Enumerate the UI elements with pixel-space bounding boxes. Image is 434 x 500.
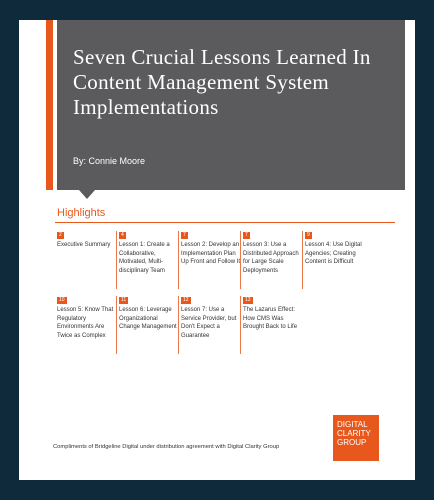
highlight-text: Lesson 3: Use a Distributed Approach for Large Scale Deployments	[243, 242, 299, 274]
page-number-badge: 2	[59, 232, 62, 238]
report-title: Seven Crucial Lessons Learned In Content Management System Implementations	[73, 45, 371, 119]
logo-line: GROUP	[337, 438, 367, 447]
column-divider	[302, 231, 303, 289]
highlight-item[interactable]	[57, 296, 117, 340]
footer-credit: Compliments of Bridgeline Digital under distribution agreement with Digital Clarity Group	[53, 444, 280, 450]
column-divider	[116, 296, 117, 354]
digital-clarity-group-logo	[333, 415, 379, 461]
highlight-text: Lesson 1: Create a Collaborative, Motivated, Multi-disciplinary Team	[119, 242, 170, 274]
highlight-item[interactable]	[243, 231, 303, 275]
page-number-badge: 9	[307, 232, 310, 238]
highlight-text: Lesson 5: Know That Regulatory Environments Are Twice as Complex	[57, 307, 114, 339]
column-divider	[116, 231, 117, 289]
page-number-badge: 4	[121, 232, 124, 238]
page-number-badge: 12	[183, 297, 189, 303]
highlight-text: Lesson 2: Develop an Implementation Plan Up Front and Follow It	[181, 242, 241, 265]
highlight-item[interactable]	[181, 296, 241, 340]
logo-line: CLARITY	[337, 429, 371, 438]
column-divider	[240, 296, 241, 354]
title-notch	[79, 190, 95, 199]
column-divider	[178, 231, 179, 289]
accent-bar	[46, 20, 53, 190]
highlight-text: Lesson 4: Use Digital Agencies; Creating Content is Difficult	[305, 242, 362, 265]
author-byline: By: Connie Moore	[73, 156, 146, 166]
highlight-text: Executive Summary	[57, 242, 111, 248]
page-number-badge: 10	[59, 297, 65, 303]
page-number-badge: 11	[121, 297, 127, 303]
highlight-item[interactable]	[119, 296, 179, 332]
page-number-badge: 7	[183, 232, 186, 238]
highlight-text: Lesson 6: Leverage Organizational Change Management	[119, 307, 177, 330]
column-divider	[178, 296, 179, 354]
highlight-text: Lesson 7: Use a Service Provider, but Don't Expect a Guarantee	[181, 307, 237, 339]
highlight-item[interactable]	[57, 231, 117, 250]
highlight-text: The Lazarus Effect: How CMS Was Brought Back to Life	[243, 307, 298, 330]
highlight-item[interactable]	[181, 231, 241, 267]
highlight-item[interactable]	[305, 231, 365, 267]
highlight-item[interactable]	[243, 296, 303, 332]
highlight-item[interactable]	[119, 231, 179, 275]
page-number-badge: 7	[245, 232, 248, 238]
column-divider	[240, 231, 241, 289]
page-number-badge: 13	[245, 297, 251, 303]
highlights-divider	[55, 222, 395, 223]
title-block	[57, 20, 405, 190]
report-cover	[19, 20, 415, 480]
logo-line: DIGITAL	[337, 420, 368, 429]
highlights-heading: Highlights	[57, 207, 106, 219]
